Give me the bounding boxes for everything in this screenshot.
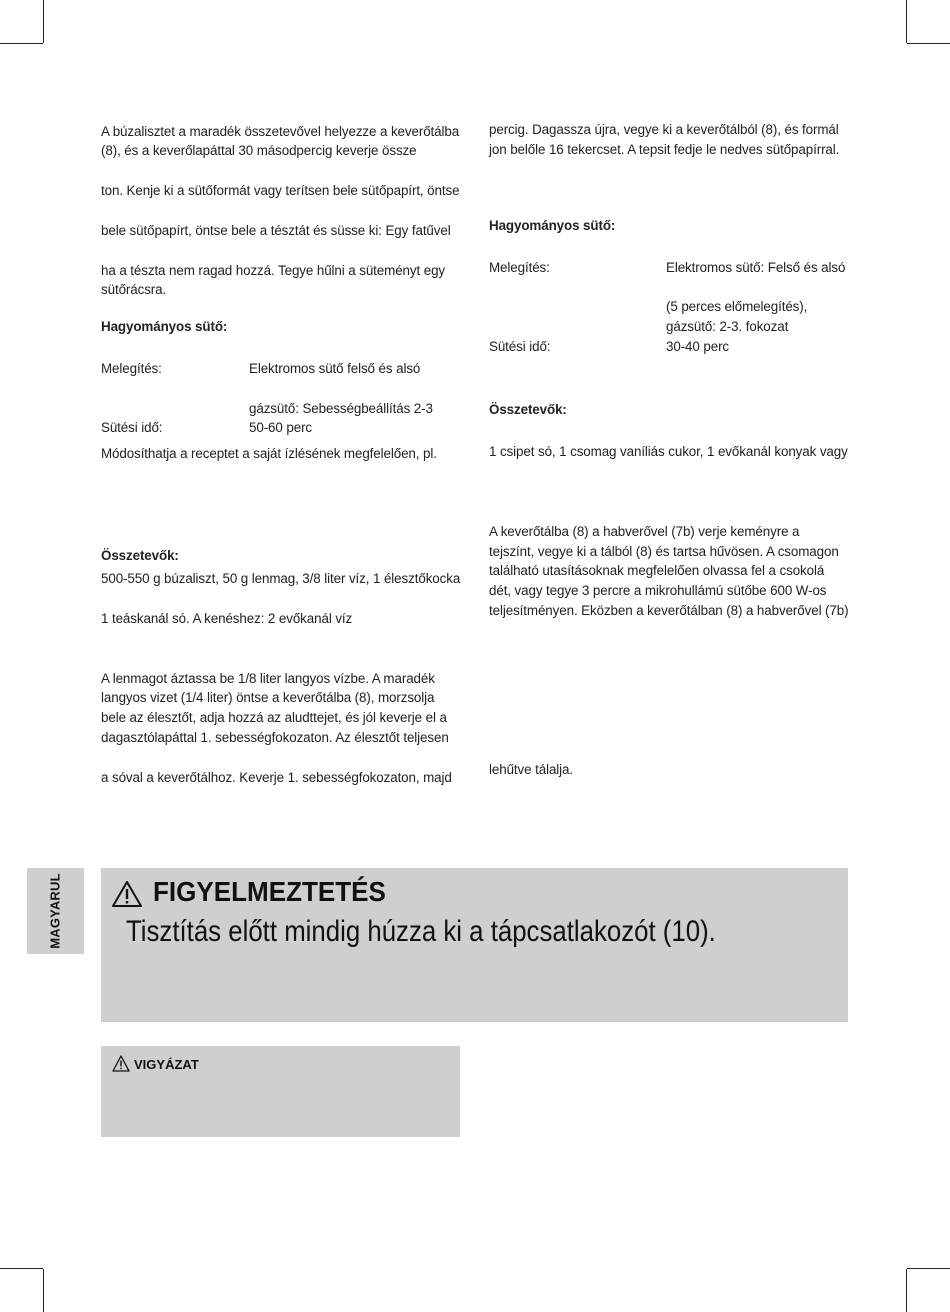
gas-value: gázsütő: Sebességbeállítás 2-3: [249, 401, 433, 416]
body-text: dagasztólapáttal 1. sebességfokozaton. Az élesztőt teljesen: [101, 730, 449, 745]
preheat-label: Melegítés:: [489, 260, 550, 275]
warning-box: [101, 868, 848, 1022]
body-text: jon belőle 16 tekercset. A tepsit fedje le nedves sütőpapírral.: [489, 142, 840, 157]
section-heading: Hagyományos sütő:: [101, 319, 228, 334]
body-text: (8), és a keverőlapáttal 30 másodpercig keverje össze: [101, 143, 417, 158]
preheat-value: Elektromos sütő: Felső és alsó: [666, 260, 846, 275]
body-text: bele sütőpapírt, öntse bele a tésztát és süsse ki: Egy fatűvel: [101, 223, 451, 238]
bake-time-label: Sütési idő:: [101, 420, 163, 435]
warning-title: FIGYELMEZTETÉS: [153, 876, 386, 907]
body-text: ton. Kenje ki a sütőformát vagy terítsen bele sütőpapírt, öntse: [101, 183, 460, 198]
bake-time-value: 50-60 perc: [249, 420, 313, 435]
ingredients-text: 1 teáskanál só. A kenéshez: 2 evőkanál víz: [101, 611, 353, 626]
preheat-label: Melegítés:: [101, 361, 162, 376]
body-text: A lenmagot áztassa be 1/8 liter langyos vízbe. A maradék: [101, 671, 435, 686]
body-text: lehűtve tálalja.: [489, 762, 574, 777]
warning-text: Tisztítás előtt mindig húzza ki a tápcsatlakozót (10).: [126, 915, 716, 948]
body-text: sütőrácsra.: [101, 282, 167, 297]
section-heading: Összetevők:: [101, 548, 179, 563]
bake-time-value: 30-40 perc: [666, 339, 730, 354]
caution-title: VIGYÁZAT: [134, 1057, 199, 1072]
preheat-note: gázsütő: 2-3. fokozat: [666, 319, 789, 334]
crop-mark: [43, 1269, 44, 1312]
body-text: ha a tészta nem ragad hozzá. Tegye hűlni a süteményt egy: [101, 263, 446, 278]
body-text: A búzalisztet a maradék összetevővel helyezze a keverőtálba: [101, 124, 460, 139]
warning-triangle-icon: [111, 1054, 131, 1073]
crop-mark: [906, 1269, 907, 1312]
warning-triangle-icon: [110, 879, 144, 909]
preheat-note: (5 perces előmelegítés),: [666, 299, 808, 314]
body-text: langyos vizet (1/4 liter) öntse a keverőtálba (8), morzsolja: [101, 690, 435, 705]
ingredients-text: 500-550 g búzaliszt, 50 g lenmag, 3/8 liter víz, 1 élesztőkocka: [101, 571, 461, 586]
section-heading: Összetevők:: [489, 402, 567, 417]
body-text: található utasításoknak megfelelően olvassa fel a csokolá: [489, 563, 825, 578]
body-text: tejszínt, vegye ki a tálból (8) és tartsa hűvösen. A csomagon: [489, 544, 839, 559]
body-text: a sóval a keverőtálhoz. Keverje 1. sebességfokozaton, majd: [101, 770, 452, 785]
crop-mark: [43, 0, 44, 43]
section-heading: Hagyományos sütő:: [489, 218, 616, 233]
crop-mark: [906, 0, 907, 43]
body-text: percig. Dagassza újra, vegye ki a keverőtálból (8), és formál: [489, 122, 839, 137]
body-text: Módosíthatja a receptet a saját ízlésének megfelelően, pl.: [101, 446, 437, 461]
body-text: bele az élesztőt, adja hozzá az aludttejet, és jól keverje el a: [101, 710, 447, 725]
body-text: dét, vagy tegye 3 percre a mikrohullámú sütőbe 600 W-os: [489, 583, 827, 598]
crop-mark: [0, 1268, 43, 1269]
body-text: A keverőtálba (8) a habverővel (7b) verje keményre a: [489, 524, 800, 539]
crop-mark: [0, 43, 43, 44]
preheat-value: Elektromos sütő felső és alsó: [249, 361, 421, 376]
language-tab-label: MAGYARUL: [47, 873, 63, 949]
ingredients-text: 1 csipet só, 1 csomag vaníliás cukor, 1 evőkanál konyak vagy: [489, 444, 848, 459]
caution-box: [101, 1046, 460, 1137]
body-text: teljesítményen. Eközben a keverőtálban (8) a habverővel (7b): [489, 603, 849, 618]
bake-time-label: Sütési idő:: [489, 339, 551, 354]
crop-mark: [907, 43, 950, 44]
crop-mark: [907, 1268, 950, 1269]
